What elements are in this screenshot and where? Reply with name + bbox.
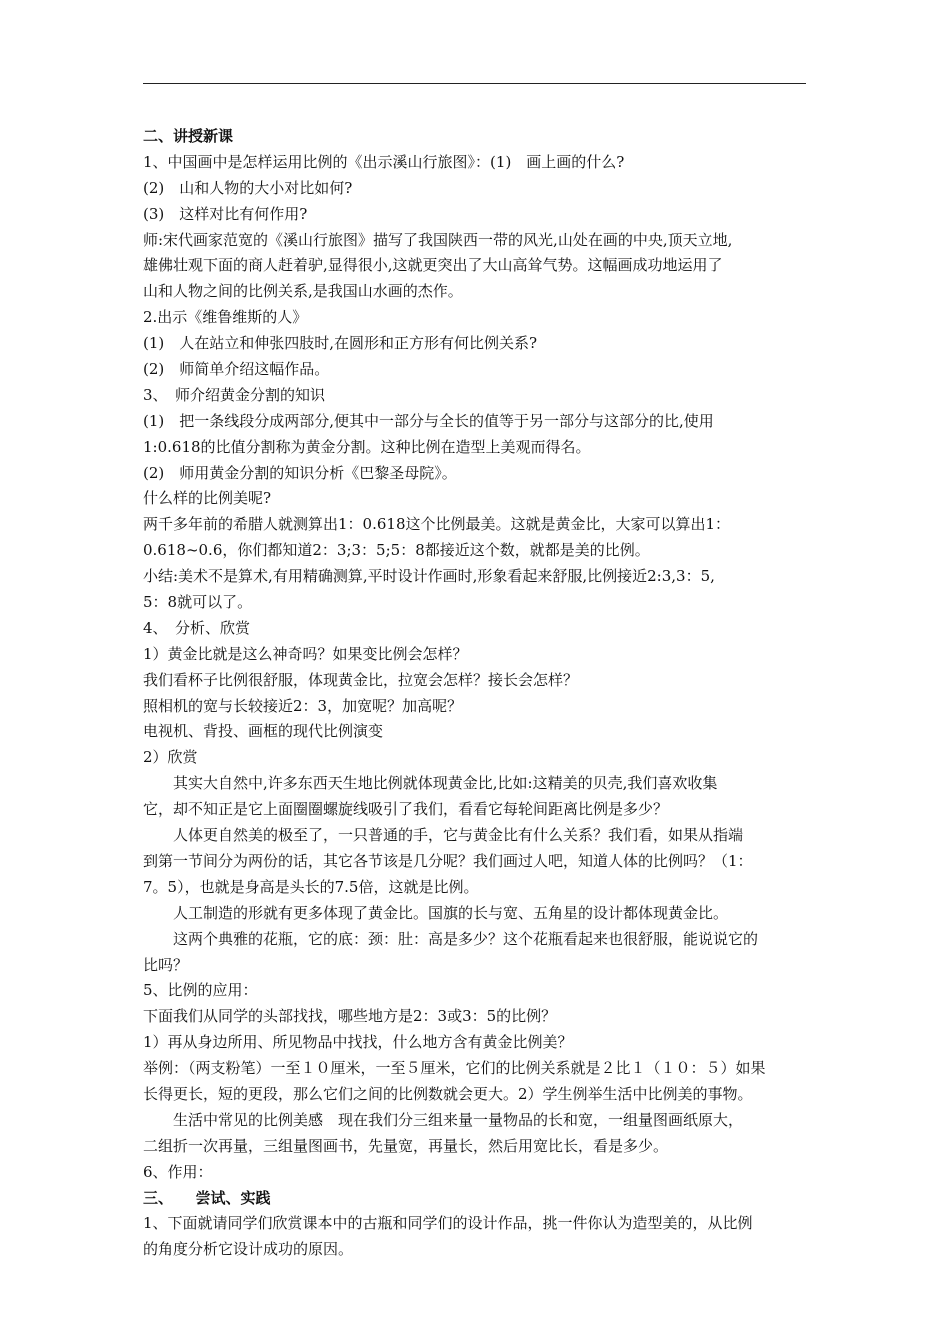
text-line: 师:宋代画家范宽的《溪山行旅图》描写了我国陕西一带的风光,山处在画的中央,顶天立地, xyxy=(143,230,733,249)
text-line: 两千多年前的希腊人就测算出1：0.618这个比例最美。这就是黄金比，大家可以算出1： xyxy=(143,515,731,534)
text-line: 举例：（两支粉笔）一至１０厘米，一至５厘米，它们的比例关系就是２比１（１０：５）如果 xyxy=(143,1059,766,1078)
text-line: 电视机、背投、画框的现代比例演变 xyxy=(143,722,384,741)
text-line: 照相机的宽与长较接近2：3，加宽呢？加高呢？ xyxy=(143,696,463,715)
text-line: 它，却不知正是它上面圈圈螺旋线吸引了我们，看看它每轮间距离比例是多少？ xyxy=(143,800,669,819)
text-line: 1:0.618的比值分割称为黄金分割。这种比例在造型上美观而得名。 xyxy=(143,437,591,456)
text-line: 4、 分析、欣赏 xyxy=(143,618,251,637)
text-line: 下面我们从同学的头部找找，哪些地方是2：3或3：5的比例？ xyxy=(143,1007,557,1026)
text-line: 的角度分析它设计成功的原因。 xyxy=(143,1240,354,1259)
section-heading: 三、 尝试、实践 xyxy=(143,1188,271,1207)
text-line: 1、中国画中是怎样运用比例的《出示溪山行旅图》：(1) 画上画的什么? xyxy=(143,152,625,171)
text-line: 2.出示《维鲁维斯的人》 xyxy=(143,308,308,327)
text-line: 生活中常见的比例美感 现在我们分三组来量一量物品的长和宽，一组量图画纸原大， xyxy=(173,1110,744,1129)
text-line: 1、下面就请同学们欣赏课本中的古瓶和同学们的设计作品，挑一件你认为造型美的，从比例 xyxy=(143,1214,753,1233)
text-line: 山和人物之间的比例关系,是我国山水画的杰作。 xyxy=(143,282,463,301)
text-line: 雄佛壮观下面的商人赶着驴,显得很小,这就更突出了大山高耸气势。这幅画成功地运用了 xyxy=(143,256,723,275)
text-line: (2) 山和人物的大小对比如何? xyxy=(143,178,353,197)
text-line: (3) 这样对比有何作用? xyxy=(143,204,308,223)
text-line: (1) 把一条线段分成两部分,便其中一部分与全长的值等于另一部分与这部分的比,使用 xyxy=(143,411,714,430)
text-line: 小结:美术不是算术,有用精确测算,平时设计作画时,形象看起来舒服,比例接近2:3,3：5, xyxy=(143,567,715,586)
document-body xyxy=(143,124,808,1263)
text-line: 比吗？ xyxy=(143,955,189,974)
text-line: (2) 师用黄金分割的知识分析《巴黎圣母院》。 xyxy=(143,463,457,482)
text-line: 到第一节间分为两份的话，其它各节该是几分呢？我们画过人吧，知道人体的比例吗？（1： xyxy=(143,851,753,870)
text-line: 1）再从身边所用、所见物品中找找，什么地方含有黄金比例美？ xyxy=(143,1033,573,1052)
text-line: 6、作用： xyxy=(143,1162,213,1181)
text-line: 其实大自然中,许多东西天生地比例就体现黄金比,比如:这精美的贝壳,我们喜欢收集 xyxy=(173,774,718,793)
text-line: 人工制造的形就有更多体现了黄金比。国旗的长与宽、五角星的设计都体现黄金比。 xyxy=(173,903,729,922)
text-line: 2）欣赏 xyxy=(143,748,198,767)
text-line: 5、比例的应用： xyxy=(143,981,258,1000)
text-line: 5：8就可以了。 xyxy=(143,593,253,612)
text-line: 7。5），也就是身高是头长的7.5倍，这就是比例。 xyxy=(143,877,479,896)
section-heading: 二、讲授新课 xyxy=(143,127,234,145)
text-line: 什么样的比例美呢? xyxy=(143,489,272,508)
text-line: 这两个典雅的花瓶，它的底：颈：肚：高是多少？这个花瓶看起来也很舒服，能说说它的 xyxy=(173,929,759,948)
text-line: 人体更自然美的极至了，一只普通的手，它与黄金比有什么关系？我们看，如果从指端 xyxy=(173,826,744,845)
text-line: 3、 师介绍黄金分割的知识 xyxy=(143,385,326,404)
text-line: (2) 师简单介绍这幅作品。 xyxy=(143,360,330,379)
text-line: 长得更长，短的更段，那么它们之间的比例数就会更大。2）学生例举生活中比例美的事物。 xyxy=(143,1084,753,1103)
header-rule xyxy=(143,83,806,84)
text-line: 我们看杯子比例很舒服，体现黄金比，拉宽会怎样？接长会怎样？ xyxy=(143,670,579,689)
text-line: 1）黄金比就是这么神奇吗？如果变比例会怎样？ xyxy=(143,644,468,663)
text-line: (1) 人在站立和伸张四肢时,在圆形和正方形有何比例关系? xyxy=(143,334,538,353)
text-line: 0.618~0.6，你们都知道2：3;3：5;5：8都接近这个数，就都是美的比例。 xyxy=(143,541,650,560)
text-line: 二组折一次再量，三组量图画书，先量宽，再量长，然后用宽比长，看是多少。 xyxy=(143,1136,669,1155)
